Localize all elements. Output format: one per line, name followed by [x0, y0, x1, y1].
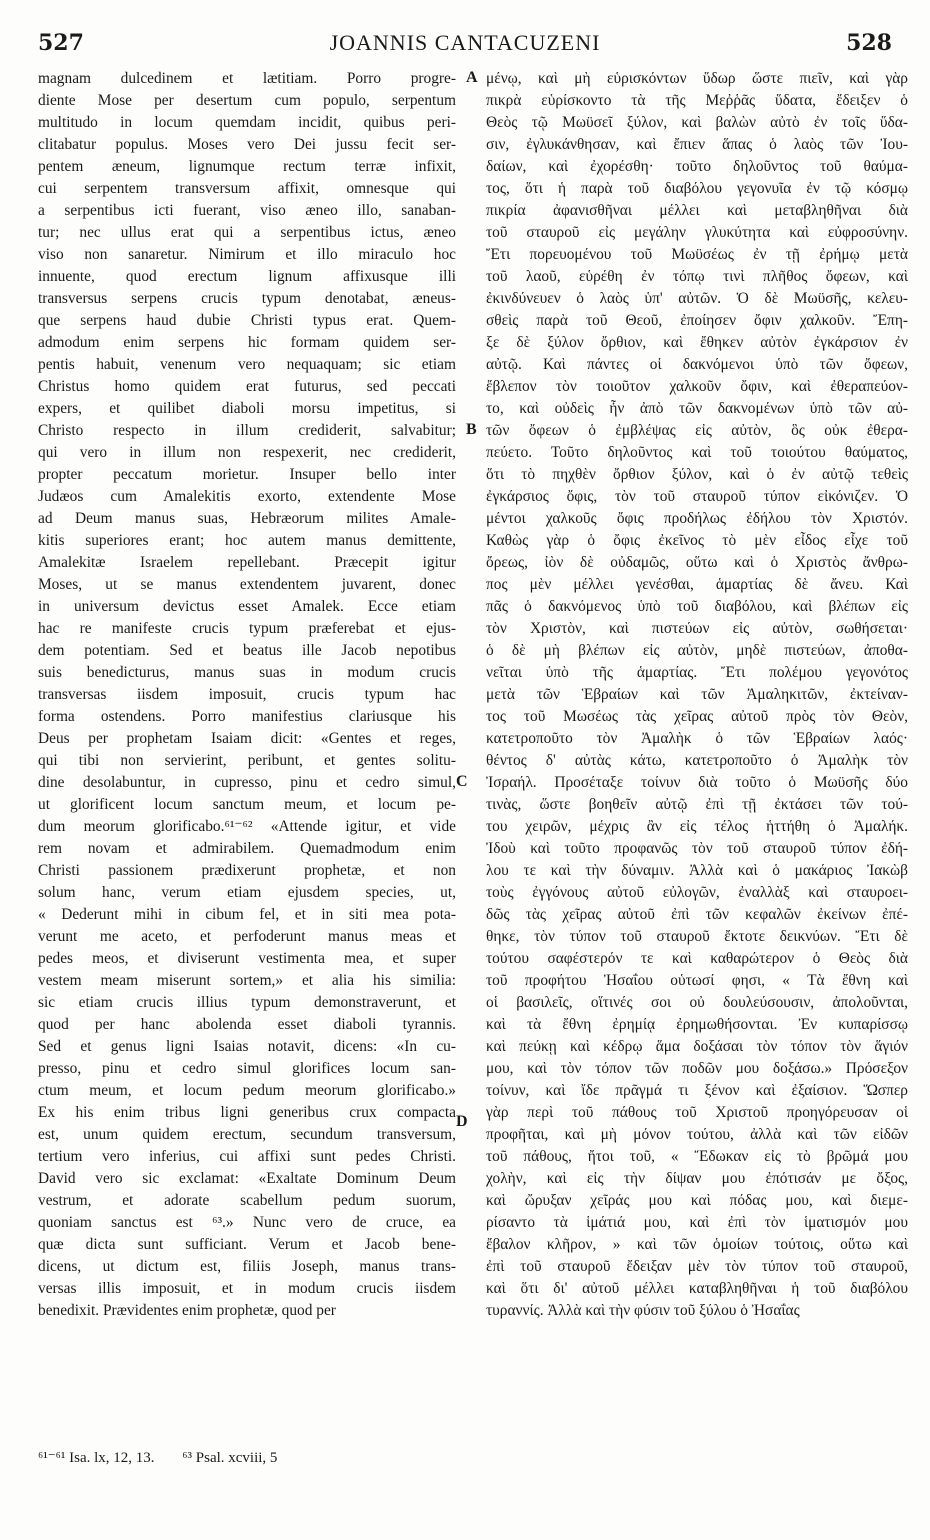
text-line: ἐγκάρσιος ὄφις, τὸν τοῦ σταυροῦ τύπον εἰκόνιζεν. Ὁ	[486, 488, 908, 505]
text-line: σθεὶς παρὰ τοῦ Θεοῦ, ἐποίησεν ὄφιν χαλκοῦν. Ἔπη-	[486, 312, 908, 329]
text-line: μετὰ τῶν Ἑβραίων καὶ τῶν Ἀμαληκιτῶν, ἐκτείναν-	[486, 686, 908, 703]
text-line: Sed et genus ligni Isaias notavit, dicens: «In cu-	[38, 1038, 456, 1055]
text-line: πικρία ἀφανισθῆναι μέλλει καὶ μεταβληθῆναι διὰ	[486, 202, 908, 219]
text-line: ἐκινδύνευεν ὁ λαὸς ὑπ' αὐτῶν. Ὁ δὲ Μωϋσῆς, κελευ-	[486, 290, 908, 307]
text-line: diente Mose per desertum cum populo, serpentum	[38, 92, 456, 109]
text-line: πος μὲν μέλλει γενέσθαι, ἁμαρτίας δὲ ἄνευ. Καὶ	[486, 576, 908, 593]
latin-column	[38, 68, 456, 1322]
section-marker-a: A	[466, 69, 478, 86]
text-line: το, καὶ οὐδεὶς ἦν ἀπὸ τῶν δακνομένων ὑπὸ τῶν αὐ-	[486, 400, 908, 417]
text-line: expers, et quilibet diaboli morsu impetitus, si	[38, 400, 456, 417]
text-line: ut glorificent locum sanctum meum, et locum pe-	[38, 796, 456, 813]
text-line: dem potentiam. Sed et beatus ille Jacob nepotibus	[38, 642, 456, 659]
text-line: τοὺς ἐγγόνους αὐτοῦ εὐλογῶν, ἐναλλὰξ καὶ σταυροει-	[486, 884, 908, 901]
text-line: Θεὸς τῷ Μωϋσεῖ ξύλον, καὶ βαλὼν αὐτὸ ἐν τοῖς ὕδα-	[486, 114, 908, 131]
text-line: ἔβλεπον τὸν τοιοῦτον χαλκοῦν ὄφιν, καὶ ἐθεραπεύον-	[486, 378, 908, 395]
text-line: dum meorum glorificabo.⁶¹⁻⁶² «Attende igitur, et vide	[38, 818, 456, 835]
text-line: ctum meum, et locum pedum meorum glorificabo.»	[38, 1082, 456, 1099]
text-line: ὁ δὲ μὴ βλέπων εἰς αὐτὸν, μηδὲ πιστεύων, ἀποθα-	[486, 642, 908, 659]
text-line: forma ostendens. Porro manifestius clariusque his	[38, 708, 456, 725]
text-line: propter peccatum morietur. Insuper bello inter	[38, 466, 456, 483]
text-line: του χειρῶν, μέχρις ἂν εἰς τέλος ἡττήθη ὁ Ἀμαλήκ.	[486, 818, 908, 835]
text-line: θέντος δ' αὐτὰς κάτω, κατετροποῦτο ὁ Ἀμαλὴκ τὸν	[486, 752, 908, 769]
running-title: JOANNIS CANTACUZENI	[329, 30, 601, 55]
text-line: δαίων, καὶ ἐχορέσθη· τοῦτο δηλοῦντος τοῦ θαύμα-	[486, 158, 908, 175]
text-line: πικρὰ εὑρίσκοντο τὰ τῆς Μεῤῥᾶς ὕδατα, ἔδειξεν ὁ	[486, 92, 908, 109]
footnote: ⁶³ Psal. xcviii, 5	[182, 1450, 278, 1466]
text-line: pentem æneum, lignumque rectum terræ infixit,	[38, 158, 456, 175]
text-line: viso non sanaretur. Nimirum et illo miraculo hoc	[38, 246, 456, 263]
text-line: μου, καὶ τὸν τόπον τῶν ποδῶν μου δοξάσω.» Πρόσεξον	[486, 1060, 908, 1077]
text-line: multitudo in locum quemdam incidit, quibus peri-	[38, 114, 456, 131]
text-line: benedixit. Prævidentes enim prophetæ, quod per	[38, 1302, 336, 1319]
text-line: « Dederunt mihi in cibum fel, et in siti mea pota-	[38, 906, 456, 923]
section-marker-b: B	[466, 421, 477, 438]
text-line: kitis superiores erant; hoc autem manus demittente,	[38, 532, 456, 549]
text-line: καὶ πεύκῃ καὶ κέδρῳ ἅμα δοξάσαι τὸν τόπον τὸν ἅγιόν	[486, 1038, 908, 1055]
page-header	[38, 30, 892, 60]
text-line: ὄρεως, ἰὸν δὲ οὐδαμῶς, οὕτω καὶ ὁ Χριστὸς ἄνθρω-	[486, 554, 908, 571]
text-line: versas illis imposuit, et in modum crucis iisdem	[38, 1280, 456, 1297]
text-line: ξε δὲ ξύλον ὄρθιον, καὶ ἔθηκεν αὐτὸν ἐγκάρσιον ἐν	[486, 334, 908, 351]
text-line: clitabatur populus. Moses vero Dei jussu fecit ser-	[38, 136, 456, 153]
text-line: οἱ βασιλεῖς, οἵτινές σοι οὐ δουλεύσουσιν, ἀπολοῦνται,	[486, 994, 908, 1011]
text-line: ad Deum manus suas, Hebræorum milites Amale-	[38, 510, 456, 527]
text-line: τοῦ προφήτου Ἠσαΐου οὑτωσί φησι, « Τὰ ἔθνη καὶ	[486, 972, 908, 989]
text-line: τος, ὅτι ἡ παρὰ τοῦ διαβόλου γεγονυῖα ἐν τῷ κόσμῳ	[486, 180, 908, 197]
text-line: magnam dulcedinem et lætitiam. Porro progre-	[38, 70, 456, 87]
section-marker-d: D	[456, 1113, 468, 1130]
text-line: τῶν ὄφεων ὁ ἐμβλέψας εἰς αὐτὸν, ὃς οὐκ ἐθερα-	[486, 422, 908, 439]
text-line: innuente, quod erectum lignum affixusque illi	[38, 268, 456, 285]
text-line: ρίσαντο τὰ ἱμάτιά μου, καὶ ἐπὶ τὸν ἱματισμόν μου	[486, 1214, 908, 1231]
text-line: sic etiam crucis illius typum demonstraverunt, et	[38, 994, 456, 1011]
text-line: τος τοῦ Μωσέως τὰς χεῖρας αὐτοῦ πρὸς τὸν Θεὸν,	[486, 708, 908, 725]
text-line: πεύετο. Τοῦτο δηλοῦντος καὶ τοῦ τοιούτου θαύματος,	[486, 444, 908, 461]
text-line: vestrum, et adorate scabellum pedum suorum,	[38, 1192, 456, 1209]
text-line: transversus serpens crucis typum denotabat, æneus-	[38, 290, 456, 307]
text-line: Amalekitæ Israelem repellebant. Præcepit igitur	[38, 554, 456, 571]
footnote: ⁶¹⁻⁶¹ Isa. lx, 12, 13.	[38, 1450, 155, 1466]
text-line: Καθὼς γὰρ ὁ ὄφις ἐκεῖνος τὸ μὲν εἶδος εἶχε τοῦ	[486, 532, 908, 549]
text-line: in universum devictus esset Amalek. Ecce etiam	[38, 598, 456, 615]
text-line: dicens, ut dictum est, filiis Joseph, manus trans-	[38, 1258, 456, 1275]
text-line: tertium vero inferius, cui affixi sunt pedes Christi.	[38, 1148, 456, 1165]
text-line: Ἔτι πορευομένου τοῦ Μωϋσέως ἐν τῇ ἐρήμῳ μετὰ	[486, 246, 908, 263]
text-line: hac re manifeste crucis typum præferebat et ejus-	[38, 620, 456, 637]
text-line: καὶ ὤρυξαν χεῖράς μου καὶ πόδας μου, καὶ διεμε-	[486, 1192, 908, 1209]
text-line: τούτου σαφέστερόν τε καὶ καθαρώτερον ὁ Θεὸς διὰ	[486, 950, 908, 967]
footnotes	[38, 1448, 638, 1467]
text-line: καὶ ὅτι δι' αὐτοῦ μέλλει καταβληθῆναι ἡ τοῦ διαβόλου	[486, 1280, 908, 1297]
text-line: Moses, ut se manus extendentem juvarent, donec	[38, 576, 456, 593]
text-line: Christo respecto in illum crediderit, salvabitur;	[38, 422, 456, 439]
text-line: verunt me aceto, et perfoderunt manus meas et	[38, 928, 456, 945]
text-line: Deus per prophetam Isaiam dicit: «Gentes et reges,	[38, 730, 456, 747]
text-line: David vero sic exclamat: «Exaltate Dominum Deum	[38, 1170, 456, 1187]
text-line: Ἰδοὺ καὶ τοῦτο προφανῶς τὸν τοῦ σταυροῦ τύπον ἐδή-	[486, 840, 908, 857]
text-line: pedes meos, et diviserunt vestimenta mea, et super	[38, 950, 456, 967]
text-line: tur; nec ullus erat qui a serpentibus ictus, æneo	[38, 224, 456, 241]
text-line: cui serpentem transversum affixit, omnesque qui	[38, 180, 456, 197]
greek-column	[486, 68, 908, 1322]
text-line: τοῦ λαοῦ, εὑρέθη ἐν τόπῳ τινὶ πλῆθος ὄφεων, καὶ	[486, 268, 908, 285]
text-line: transversas iisdem imposuit, crucis typum hac	[38, 686, 456, 703]
text-line: τοῦ σταυροῦ εἰς μεγάλην γλυκύτητα καὶ εὐφροσύνην.	[486, 224, 908, 241]
text-line: quæ dicta sunt sufficiant. Verum et Jacob bene-	[38, 1236, 456, 1253]
page-number-left: 527	[38, 30, 84, 56]
text-line: solum hanc, verum etiam ejusdem species, ut,	[38, 884, 456, 901]
text-line: τοίνυν, καὶ ἴδε πρᾶγμά τι ξένον καὶ ἐξαίσιον. Ὥσπερ	[486, 1082, 908, 1099]
text-line: νεῖται ὑπὸ τῆς ἁμαρτίας. Ἔτι πολέμου γεγονότος	[486, 664, 908, 681]
text-line: est, unum quidem erectum, secundum transversum,	[38, 1126, 456, 1143]
text-line: γὰρ περὶ τοῦ πάθους τοῦ Χριστοῦ προηγόρευσαν οἱ	[486, 1104, 908, 1121]
text-line: μέντοι χαλκοῦς ὄφις προδήλως ἐδήλου τὸν Χριστόν.	[486, 510, 908, 527]
text-line: Judæos cum Amalekitis exorto, extendente Mose	[38, 488, 456, 505]
text-line: πᾶς ὁ δακνόμενος ὑπὸ τοῦ διαβόλου, καὶ βλέπων εἰς	[486, 598, 908, 615]
text-line: Christus homo quidem erat futurus, sed peccati	[38, 378, 456, 395]
text-line: δῶς τὰς χεῖρας αὐτοῦ ἐπὶ τῶν κεφαλῶν ἐκείνων ἐπέ-	[486, 906, 908, 923]
text-line: qui vero in illum non respexerit, nec crediderit,	[38, 444, 456, 461]
text-line: λου τε καὶ τὴν δύναμιν. Ἀλλὰ καὶ ὁ μακάριος Ἰακὼβ	[486, 862, 908, 879]
text-line: admodum enim serpens hic formam quidem ser-	[38, 334, 456, 351]
text-line: ἐπὶ τοῦ σταυροῦ ἔδειξαν μὲν τὸν τύπον τοῦ σταυροῦ,	[486, 1258, 908, 1275]
text-line: ἔβαλον κλῆρον, » καὶ τῶν ὁμοίων τούτοις, οὕτω καὶ	[486, 1236, 908, 1253]
text-line: vestem meam miserunt sortem,» et alia his similia:	[38, 972, 456, 989]
text-line: σιν, ἐγλυκάνθησαν, καὶ ἔπιεν ἅπας ὁ λαὸς τῶν Ἰου-	[486, 136, 908, 153]
text-line: χολὴν, καὶ εἰς τὴν δίψαν μου ἐπότισάν με ὄξος,	[486, 1170, 908, 1187]
text-line: qui tibi non servierint, peribunt, et gentes solitu-	[38, 752, 456, 769]
text-line: τοῦ πάθους, ἤτοι τοῦ, « Ἔδωκαν εἰς τὸ βρῶμά μου	[486, 1148, 908, 1165]
page-number-right: 528	[846, 30, 892, 56]
text-line: suis benedicturus, manus suas in modum crucis	[38, 664, 456, 681]
text-line: τινὰς, ὥστε βοηθεῖν αὐτῷ ἐπὶ τῇ ἐκτάσει τῶν τού-	[486, 796, 908, 813]
text-line: quoniam sanctus est ⁶³.» Nunc vero de cruce, ea	[38, 1214, 456, 1231]
text-line: τὸν Χριστὸν, καὶ πιστεύων εἰς αὐτὸν, σωθήσεται·	[486, 620, 908, 637]
text-line: Ἰσραήλ. Προσέταξε τοίνυν διὰ τοῦτο ὁ Μωϋσῆς δύο	[486, 774, 908, 791]
text-line: pentis habuit, venenum vero nequaquam; sic etiam	[38, 356, 456, 373]
text-line: Ex his enim tribus ligni generibus crux compacta	[38, 1104, 456, 1121]
text-line: que serpens haud dubie Christi typus erat. Quem-	[38, 312, 456, 329]
text-line: ὅτι τὸ πηχθὲν ὄρθιον ξύλον, καὶ ὁ ἐν αὐτῷ τεθεὶς	[486, 466, 908, 483]
text-line: presso, pinu et cedro simul glorifices locum san-	[38, 1060, 456, 1077]
text-line: quod per hanc abolenda esset diaboli tyrannis.	[38, 1016, 456, 1033]
text-line: rem novam et admirabilem. Quemadmodum enim	[38, 840, 456, 857]
text-line: τυραννίς. Ἀλλὰ καὶ τὴν φύσιν τοῦ ξύλου ὁ Ἠσαΐας	[486, 1302, 800, 1319]
text-line: αὐτῷ. Καὶ πάντες οἱ δακνόμενοι ὑπὸ τῶν ὄφεων,	[486, 356, 908, 373]
text-line: καὶ τὰ ἔθνη ἐρημίᾳ ἐρημωθήσονται. Ἐν κυπαρίσσῳ	[486, 1016, 908, 1033]
text-line: Christi passionem prædixerunt prophetæ, et non	[38, 862, 456, 879]
text-line: dine desolabuntur, in cupresso, pinu et cedro simul,	[38, 774, 456, 791]
text-line: a serpentibus icti fuerant, viso æneo illo, sanaban-	[38, 202, 456, 219]
section-marker-c: C	[456, 773, 468, 790]
text-line: προφῆται, καὶ μὴ μόνον τούτου, ἀλλὰ καὶ τῶν εἰδῶν	[486, 1126, 908, 1143]
text-line: μένῳ, καὶ μὴ εὑρισκόντων ὕδωρ ὥστε πιεῖν, καὶ γὰρ	[486, 70, 908, 87]
text-line: θηκε, τὸν τύπον τοῦ σταυροῦ ἔκτοτε δεικνύων. Ἔτι δὲ	[486, 928, 908, 945]
text-line: κατετροποῦτο τὸν Ἀμαλὴκ ὁ τῶν Ἑβραίων λαός·	[486, 730, 908, 747]
